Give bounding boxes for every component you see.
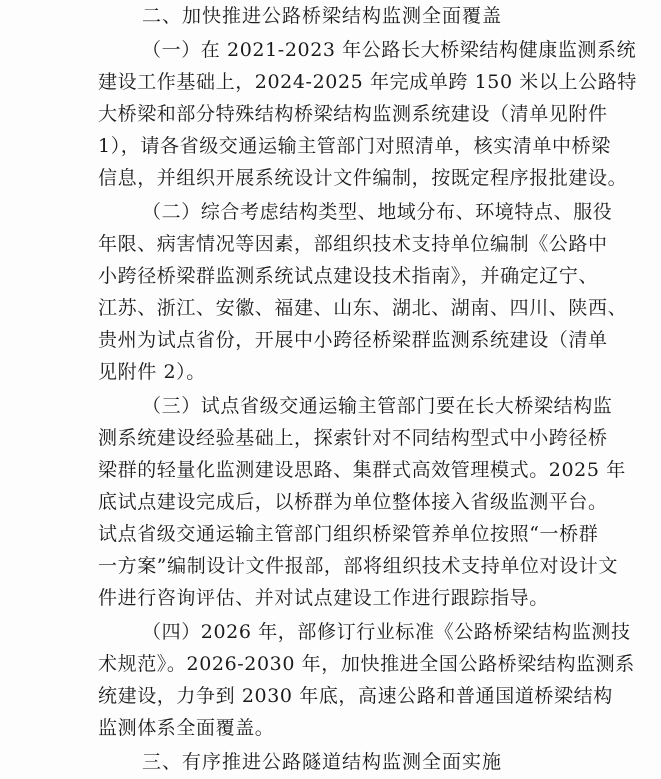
section-heading-2: 二、加快推进公路桥梁结构监测全面覆盖 — [142, 5, 503, 27]
paragraph-4-line-4: 监测体系全面覆盖。 — [98, 717, 275, 739]
paragraph-3-line-4: 底试点建设完成后，以桥群为单位整体接入省级监测平台。 — [98, 491, 608, 513]
paragraph-2-line-6: 见附件 2）。 — [98, 361, 206, 383]
section-heading-3: 三、有序推进公路隧道结构监测全面实施 — [142, 751, 503, 773]
paragraph-1-line-4: 1），请各省级交通运输主管部门对照清单，核实清单中桥梁 — [98, 135, 611, 157]
paragraph-2-line-5: 贵州为试点省份，开展中小跨径桥梁群监测系统建设（清单 — [98, 329, 608, 351]
paragraph-2-line-3: 小跨径桥梁群监测系统试点建设技术指南》，并确定辽宁、 — [98, 265, 599, 287]
paragraph-2-line-2: 年限、病害情况等因素，部组织技术支持单位编制《公路中 — [98, 233, 608, 255]
paragraph-1-line-1: （一）在 2021-2023 年公路长大桥梁结构健康监测系统 — [142, 39, 637, 61]
paragraph-1-line-2: 建设工作基础上，2024-2025 年完成单跨 150 米以上公路特 — [98, 71, 637, 93]
paragraph-4-line-2: 术规范》。2026-2030 年，加快推进全国公路桥梁结构监测系 — [98, 653, 635, 675]
paragraph-2-line-1: （二）综合考虑结构类型、地域分布、环境特点、服役 — [142, 201, 613, 223]
paragraph-3-line-3: 梁群的轻量化监测建设思路、集群式高效管理模式。2025 年 — [98, 459, 626, 481]
paragraph-1-line-5: 信息，并组织开展系统设计文件编制，按既定程序报批建设。 — [98, 167, 628, 189]
paragraph-3-line-5: 试点省级交通运输主管部门组织桥梁管养单位按照“一桥群 — [98, 523, 599, 545]
paragraph-4-line-3: 统建设，力争到 2030 年底，高速公路和普通国道桥梁结构 — [98, 685, 613, 707]
paragraph-3-line-7: 件进行咨询评估、并对试点建设工作进行跟踪指导。 — [98, 587, 549, 609]
paragraph-3-line-2: 测系统建设经验基础上，探索针对不同结构型式中小跨径桥 — [98, 427, 608, 449]
paragraph-3-line-1: （三）试点省级交通运输主管部门要在长大桥梁结构监 — [142, 395, 613, 417]
paragraph-2-line-4: 江苏、浙江、安徽、福建、山东、湖北、湖南、四川、陕西、 — [98, 297, 628, 319]
paragraph-1-line-3: 大桥梁和部分特殊结构桥梁结构监测系统建设（清单见附件 — [98, 103, 608, 125]
paragraph-4-line-1: （四）2026 年，部修订行业标准《公路桥梁结构监测技 — [142, 621, 631, 643]
paragraph-3-line-6: 一方案”编制设计文件报部，部将组织技术支持单位对设计文 — [98, 555, 618, 577]
